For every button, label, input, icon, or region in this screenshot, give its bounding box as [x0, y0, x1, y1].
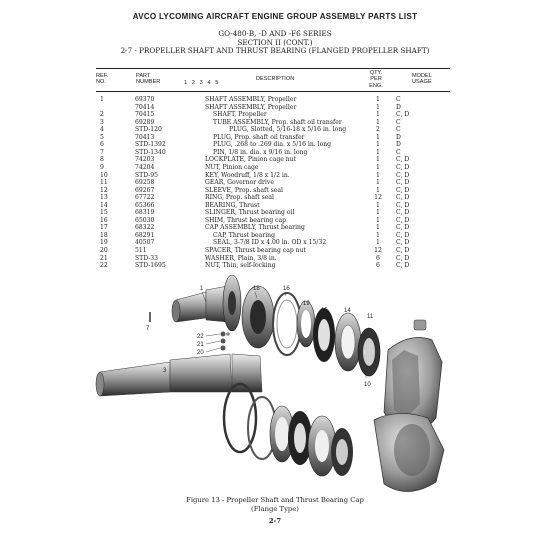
ref-number: 20	[100, 247, 108, 254]
propeller-shaft-lower	[96, 354, 262, 396]
part-description: CAP, Thrust bearing	[213, 231, 275, 239]
col-header-qty: QTY. PER ENG.	[369, 70, 383, 89]
part-number: STD-1340	[135, 148, 166, 156]
part-description: SHAFT ASSEMBLY, Propeller	[205, 96, 297, 103]
col-header-levels: 1 2 3 4 5	[184, 80, 219, 86]
ref-number: 3	[100, 118, 104, 126]
model-usage: C, D	[396, 111, 410, 119]
ref-number: 15	[100, 209, 108, 217]
ref-number: 2	[100, 111, 104, 119]
part-description: GEAR, Governor drive	[205, 179, 274, 187]
part-description: PLUG, Slotted, 5/16-18 x 5/16 in. long	[229, 126, 347, 134]
model-usage: C, D	[396, 216, 410, 224]
model-usage: C, D	[396, 247, 410, 254]
quantity: 1	[376, 111, 380, 119]
ref-number: 1	[100, 96, 104, 103]
model-usage: C	[396, 96, 401, 103]
quantity: 1	[376, 224, 380, 232]
callout-1: 1	[200, 286, 204, 292]
part-description: SEAL, 3-7/8 ID x 4.00 in. OD x 15/32	[213, 239, 327, 247]
reduction-gear-housing	[374, 320, 444, 492]
part-description: WASHER, Plain, 3/8 in.	[205, 254, 277, 262]
quantity: 1	[376, 209, 380, 217]
model-usage: C	[396, 126, 401, 134]
part-number: 70415	[135, 111, 155, 119]
model-usage: C, D	[396, 239, 410, 247]
engine-series: GO-480-B, -D AND -F6 SERIES	[218, 29, 332, 38]
part-number: 40507	[135, 239, 155, 247]
callout-10: 10	[364, 382, 371, 388]
nut-washer-cluster	[221, 332, 230, 351]
part-description: SPACER, Thrust bearing cap nut	[205, 247, 306, 254]
callout-3: 3	[163, 368, 167, 374]
part-number: 65366	[135, 201, 155, 209]
part-number: 68322	[135, 224, 155, 232]
part-description: BEARING, Thrust	[205, 201, 260, 209]
model-usage: C, D	[396, 201, 410, 209]
model-usage: C, D	[396, 224, 410, 232]
callout-22: 22	[197, 334, 204, 340]
propeller-shaft-upper	[172, 275, 241, 331]
part-number: 68291	[135, 231, 155, 239]
callout-7: 7	[146, 326, 150, 332]
model-usage: C	[396, 148, 401, 156]
part-number: 74204	[135, 163, 155, 171]
part-number: STD-33	[135, 254, 159, 262]
part-number: 69289	[135, 118, 155, 126]
quantity: 1	[376, 133, 380, 141]
ref-number: 13	[100, 194, 108, 202]
quantity: 1	[376, 171, 380, 179]
model-usage: C, D	[396, 254, 410, 262]
callout-21: 21	[197, 342, 204, 348]
quantity: 1	[376, 163, 380, 171]
model-usage: C, D	[396, 194, 410, 202]
part-number: 65030	[135, 216, 155, 224]
part-description: PIN, 1/8 in. dia. x 9/16 in. long	[213, 148, 308, 156]
quantity: 1	[376, 216, 380, 224]
model-usage: D	[396, 133, 401, 141]
ref-number: 14	[100, 201, 108, 209]
thrust-bearing-cap	[242, 286, 274, 348]
part-number: STD-120	[135, 126, 162, 134]
part-description: LOCKPLATE, Pinion cage nut	[205, 156, 297, 164]
model-usage: C, D	[396, 171, 410, 179]
ref-number: 21	[100, 254, 108, 262]
model-usage: C, D	[396, 186, 410, 194]
quantity: 1	[376, 156, 380, 164]
lower-ring-stack	[224, 384, 353, 476]
part-number: 511	[135, 247, 147, 254]
quantity: 1	[376, 148, 380, 156]
part-number: 70414	[135, 103, 155, 111]
figure-caption: Figure 13 - Propeller Shaft and Thrust Bearing Cap	[186, 496, 364, 504]
quantity: 12	[374, 247, 382, 254]
model-usage: D	[396, 103, 401, 111]
part-description: KEY, Woodruff, 1/8 x 1/2 in.	[205, 171, 290, 179]
part-description: NUT, Pinion cage	[205, 163, 259, 171]
ref-number: 16	[100, 216, 108, 224]
model-usage: C, D	[396, 231, 410, 239]
ref-number: 22	[100, 262, 108, 270]
part-number: 69267	[135, 186, 155, 194]
part-description: TUBE ASSEMBLY, Prop. shaft oil transfer	[213, 118, 342, 126]
quantity: 1	[376, 231, 380, 239]
quantity: 12	[374, 194, 382, 202]
ref-number: 10	[100, 171, 108, 179]
ref-number: 11	[100, 179, 108, 187]
quantity: 1	[376, 201, 380, 209]
document-title: AVCO LYCOMING AIRCRAFT ENGINE GROUP ASSEMBLY PARTS LIST	[132, 12, 418, 21]
callout-18: 18	[253, 286, 260, 292]
seal-ring	[297, 301, 315, 347]
thrust-bearing	[335, 313, 361, 371]
part-description: SLINGER, Thrust bearing oil	[205, 209, 295, 217]
part-description: CAP ASSEMBLY, Thrust bearing	[205, 224, 305, 232]
slinger-ring	[313, 308, 335, 362]
callout-16: 16	[283, 286, 290, 292]
quantity: 1	[376, 179, 380, 187]
col-header-ref: REF. NO.	[96, 73, 109, 86]
part-number: 69370	[135, 96, 155, 103]
ref-number: 12	[100, 186, 108, 194]
page-number: 2-7	[268, 517, 282, 525]
part-description: PLUG, .268 to .269 dia. x 5/16 in. long	[213, 141, 332, 149]
section-heading: SECTION II (CONT.)	[237, 38, 313, 47]
part-description: NUT, Thin, self-locking	[205, 262, 276, 270]
model-usage: D	[396, 141, 401, 149]
ref-number: 19	[100, 239, 108, 247]
quantity: 1	[376, 118, 380, 126]
quantity: 1	[376, 239, 380, 247]
quantity: 1	[376, 103, 380, 111]
part-number: 67722	[135, 194, 155, 202]
part-number: 69258	[135, 179, 155, 187]
quantity: 1	[376, 96, 380, 103]
part-description: SHIM, Thrust bearing cap	[205, 216, 287, 224]
model-usage: C, D	[396, 156, 410, 164]
model-usage: C, D	[396, 179, 410, 187]
quantity: 6	[376, 262, 380, 270]
model-usage: C	[396, 118, 401, 126]
part-number: STD-1392	[135, 141, 166, 149]
callout-19: 19	[303, 301, 310, 307]
part-description: SLEEVE, Prop. shaft seal	[205, 186, 283, 194]
ref-number: 8	[100, 156, 104, 164]
ref-number: 9	[100, 163, 104, 171]
part-number: 70413	[135, 133, 155, 141]
model-usage: C, D	[396, 209, 410, 217]
ref-number: 7	[100, 148, 104, 156]
callout-20: 20	[197, 350, 204, 356]
ref-number: 6	[100, 141, 104, 149]
model-usage: C, D	[396, 262, 410, 270]
callout-14: 14	[344, 308, 351, 314]
col-header-part: PART NUMBER	[136, 73, 161, 86]
part-description: PLUG, Prop. shaft oil transfer	[213, 133, 305, 141]
ref-number: 17	[100, 224, 108, 232]
quantity: 2	[376, 126, 380, 134]
part-description: SHAFT ASSEMBLY, Propeller	[205, 103, 297, 111]
quantity: 1	[376, 141, 380, 149]
ref-number: 5	[100, 133, 104, 141]
governor-drive-gear	[358, 328, 380, 376]
callout-11: 11	[367, 314, 374, 320]
quantity: 6	[376, 254, 380, 262]
callout-15: 15	[321, 308, 328, 314]
model-usage: C, D	[396, 163, 410, 171]
part-description: RING, Prop. shaft seal	[205, 194, 274, 202]
ref-number: 18	[100, 231, 108, 239]
part-number: 68319	[135, 209, 155, 217]
col-header-description: DESCRIPTION	[256, 76, 295, 82]
part-description: SHAFT, Propeller	[213, 111, 267, 119]
col-header-model: MODEL USAGE	[412, 73, 432, 86]
part-number: STD-95	[135, 171, 159, 179]
quantity: 1	[376, 186, 380, 194]
part-number: 74203	[135, 156, 155, 164]
ref-number: 4	[100, 126, 104, 134]
section-subtitle: 2-7 - PROPELLER SHAFT AND THRUST BEARING (FLANGED PROPELLER SHAFT)	[120, 46, 430, 55]
part-number: STD-1695	[135, 262, 166, 270]
figure-caption-subtitle: (Flange Type)	[251, 505, 299, 513]
